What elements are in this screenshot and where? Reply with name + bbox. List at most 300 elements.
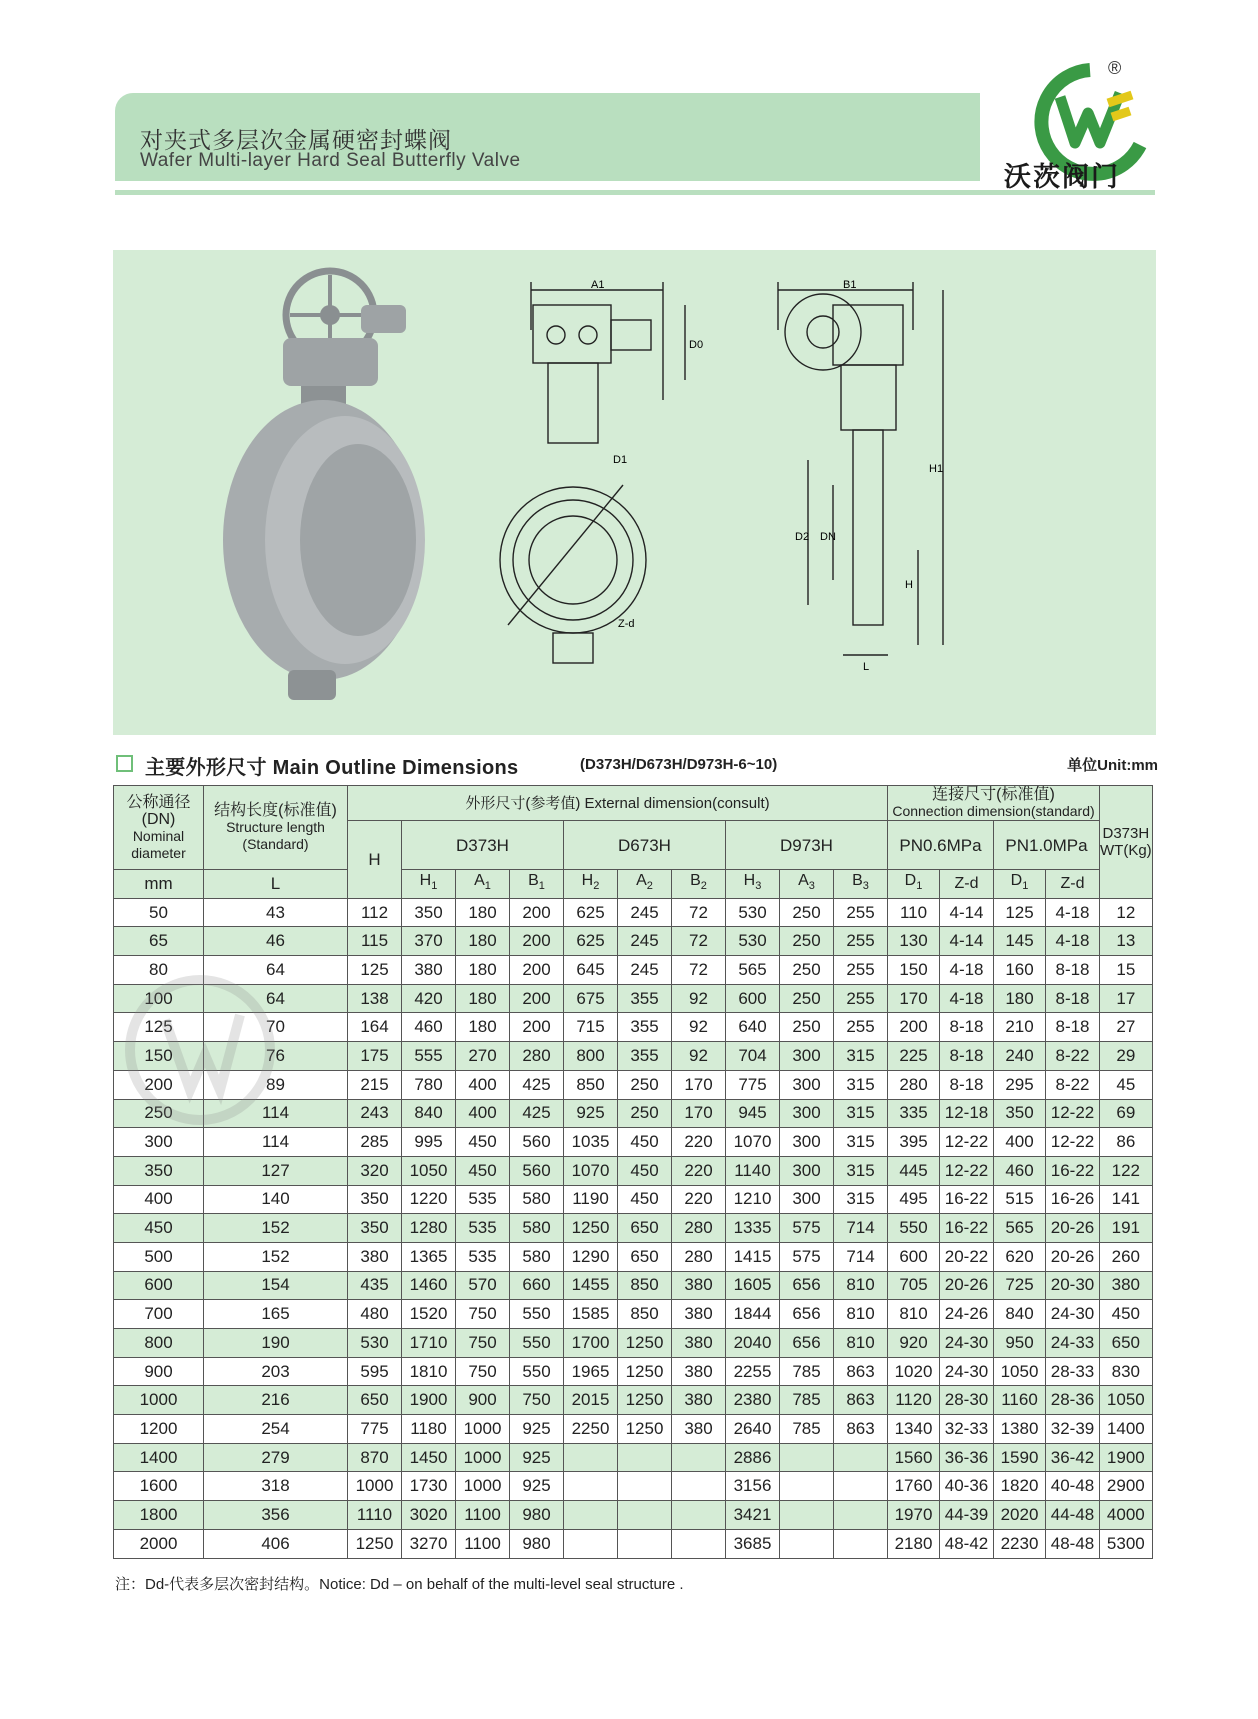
- table-row: [114, 1099, 1153, 1128]
- table-cell: 4-14: [940, 898, 994, 927]
- table-cell: 535: [456, 1214, 510, 1243]
- table-cell: 650: [618, 1242, 672, 1271]
- table-cell: 1335: [726, 1214, 780, 1243]
- table-cell: [672, 1529, 726, 1558]
- table-cell: 110: [888, 898, 940, 927]
- table-cell: 315: [834, 1128, 888, 1157]
- table-cell: 645: [564, 956, 618, 985]
- registered-mark: ®: [1108, 58, 1122, 78]
- header-sub-index: 3: [808, 880, 815, 893]
- table-cell: 1160: [994, 1386, 1046, 1415]
- table-cell: 255: [834, 1013, 888, 1042]
- table-cell: 595: [348, 1357, 402, 1386]
- table-cell: 92: [672, 1042, 726, 1071]
- table-row: [114, 898, 1153, 927]
- table-cell: 12-22: [1046, 1099, 1100, 1128]
- table-cell: 750: [456, 1357, 510, 1386]
- table-cell: 355: [618, 984, 672, 1013]
- table-cell: 255: [834, 984, 888, 1013]
- table-cell: 200: [114, 1070, 204, 1099]
- table-cell: 1455: [564, 1271, 618, 1300]
- table-cell: 170: [672, 1099, 726, 1128]
- table-cell: 2000: [114, 1529, 204, 1558]
- table-cell: 406: [204, 1529, 348, 1558]
- table-cell: 250: [780, 927, 834, 956]
- table-row: [114, 1214, 1153, 1243]
- table-row: [114, 1156, 1153, 1185]
- table-cell: 380: [672, 1271, 726, 1300]
- table-cell: 775: [726, 1070, 780, 1099]
- table-cell: 445: [888, 1156, 940, 1185]
- table-cell: 24-30: [940, 1357, 994, 1386]
- table-cell: 560: [510, 1128, 564, 1157]
- table-row: [114, 1242, 1153, 1271]
- unit-label: 单位Unit:mm: [1067, 757, 1158, 774]
- table-cell: 1140: [726, 1156, 780, 1185]
- table-cell: 995: [402, 1128, 456, 1157]
- header-sub-3: [564, 870, 618, 899]
- table-cell: 200: [510, 984, 564, 1013]
- table-cell: 1730: [402, 1472, 456, 1501]
- header-row-1: [114, 786, 1153, 821]
- table-cell: 3685: [726, 1529, 780, 1558]
- header-sub-index: 2: [593, 880, 600, 893]
- table-cell: 863: [834, 1357, 888, 1386]
- header-sub-9: [888, 870, 940, 899]
- table-cell: 8-22: [1046, 1042, 1100, 1071]
- table-cell: 8-22: [1046, 1070, 1100, 1099]
- table-cell: 255: [834, 927, 888, 956]
- table-cell: 675: [564, 984, 618, 1013]
- table-cell: 925: [510, 1472, 564, 1501]
- header-sub-base: B: [528, 872, 539, 890]
- table-cell: 900: [456, 1386, 510, 1415]
- table-cell: 863: [834, 1415, 888, 1444]
- header-nominal-cn: 公称通径: [126, 793, 191, 811]
- table-cell: 500: [114, 1242, 204, 1271]
- table-cell: 750: [456, 1329, 510, 1358]
- table-cell: 1900: [402, 1386, 456, 1415]
- table-cell: 164: [348, 1013, 402, 1042]
- table-cell: 318: [204, 1472, 348, 1501]
- table-cell: 24-33: [1046, 1329, 1100, 1358]
- table-cell: 32-33: [940, 1415, 994, 1444]
- table-cell: 450: [618, 1156, 672, 1185]
- table-cell: 925: [564, 1099, 618, 1128]
- table-cell: 1290: [564, 1242, 618, 1271]
- header-sub-base: H: [743, 872, 756, 890]
- table-cell: 1120: [888, 1386, 940, 1415]
- table-cell: 3156: [726, 1472, 780, 1501]
- table-cell: 1050: [994, 1357, 1046, 1386]
- header-nominal: [114, 786, 204, 870]
- table-cell: 220: [672, 1185, 726, 1214]
- table-cell: 2250: [564, 1415, 618, 1444]
- table-cell: 555: [402, 1042, 456, 1071]
- table-cell: 700: [114, 1300, 204, 1329]
- table-cell: 800: [564, 1042, 618, 1071]
- table-cell: 530: [726, 927, 780, 956]
- table-cell: 210: [994, 1013, 1046, 1042]
- table-cell: 2255: [726, 1357, 780, 1386]
- table-cell: 370: [402, 927, 456, 956]
- table-cell: 810: [834, 1271, 888, 1300]
- table-row: [114, 1271, 1153, 1300]
- header-length-cn: 结构长度(标准值): [214, 802, 337, 819]
- table-cell: 28-30: [940, 1386, 994, 1415]
- table-row: [114, 1386, 1153, 1415]
- table-cell: 1700: [564, 1329, 618, 1358]
- header-sub-base: A: [474, 872, 485, 890]
- table-cell: 3270: [402, 1529, 456, 1558]
- table-cell: 1415: [726, 1242, 780, 1271]
- footnote: 注：Dd-代表多层次密封结构。Notice: Dd – on behalf of the multi-level seal structure .: [115, 1576, 684, 1593]
- table-cell: 1250: [348, 1529, 402, 1558]
- table-cell: 250: [780, 1013, 834, 1042]
- dimensions-table: [113, 785, 1153, 1559]
- table-cell: 4-18: [1046, 927, 1100, 956]
- table-cell: 435: [348, 1271, 402, 1300]
- table-cell: [618, 1472, 672, 1501]
- table-cell: 625: [564, 927, 618, 956]
- table-cell: 380: [672, 1329, 726, 1358]
- table-cell: 86: [1100, 1128, 1153, 1157]
- table-cell: 425: [510, 1070, 564, 1099]
- table-cell: 850: [618, 1300, 672, 1329]
- table-cell: 550: [510, 1300, 564, 1329]
- table-cell: 8-18: [1046, 1013, 1100, 1042]
- header-weight: [1100, 786, 1153, 899]
- table-cell: 1810: [402, 1357, 456, 1386]
- table-cell: 355: [618, 1042, 672, 1071]
- table-cell: 255: [834, 956, 888, 985]
- table-cell: 70: [204, 1013, 348, 1042]
- table-cell: 1100: [456, 1501, 510, 1530]
- table-cell: 69: [1100, 1099, 1153, 1128]
- table-cell: 92: [672, 984, 726, 1013]
- table-row: [114, 1472, 1153, 1501]
- table-cell: 8-18: [1046, 984, 1100, 1013]
- table-cell: 1000: [348, 1472, 402, 1501]
- table-cell: 810: [888, 1300, 940, 1329]
- page-title-cn: 对夹式多层次金属硬密封蝶阀: [140, 127, 452, 153]
- header-sub-index: 1: [1022, 880, 1029, 893]
- table-cell: 150: [888, 956, 940, 985]
- table-cell: 300: [780, 1156, 834, 1185]
- table-cell: [672, 1443, 726, 1472]
- table-cell: 2040: [726, 1329, 780, 1358]
- table-cell: 315: [834, 1042, 888, 1071]
- table-row: [114, 984, 1153, 1013]
- table-cell: 900: [114, 1357, 204, 1386]
- table-cell: 1050: [402, 1156, 456, 1185]
- table-cell: 1820: [994, 1472, 1046, 1501]
- table-cell: 650: [1100, 1329, 1153, 1358]
- table-cell: 152: [204, 1242, 348, 1271]
- table-cell: 1600: [114, 1472, 204, 1501]
- label-L: L: [863, 661, 870, 673]
- table-cell: 1250: [564, 1214, 618, 1243]
- table-cell: [618, 1501, 672, 1530]
- table-cell: 225: [888, 1042, 940, 1071]
- header-H: H: [348, 821, 402, 899]
- header-sub-base: Z-d: [954, 875, 979, 893]
- table-cell: 450: [618, 1185, 672, 1214]
- table-cell: 28-36: [1046, 1386, 1100, 1415]
- table-cell: 565: [994, 1214, 1046, 1243]
- table-cell: 12: [1100, 898, 1153, 927]
- table-cell: 203: [204, 1357, 348, 1386]
- header-nominal-dn: (DN): [141, 810, 176, 828]
- table-cell: 1760: [888, 1472, 940, 1501]
- table-cell: 279: [204, 1443, 348, 1472]
- table-cell: 350: [114, 1156, 204, 1185]
- table-cell: 320: [348, 1156, 402, 1185]
- table-cell: 141: [1100, 1185, 1153, 1214]
- table-cell: 495: [888, 1185, 940, 1214]
- table-cell: 280: [888, 1070, 940, 1099]
- table-cell: 43: [204, 898, 348, 927]
- valve-illustrations: [113, 250, 1156, 735]
- section-title: 主要外形尺寸 Main Outline Dimensions: [145, 757, 519, 779]
- header-length-std: (Standard): [242, 836, 309, 852]
- table-cell: 1400: [1100, 1415, 1153, 1444]
- table-row: [114, 1300, 1153, 1329]
- header-pn06: PN0.6MPa: [888, 821, 994, 870]
- table-cell: 1590: [994, 1443, 1046, 1472]
- table-row: [114, 956, 1153, 985]
- table-cell: 920: [888, 1329, 940, 1358]
- table-row: [114, 1501, 1153, 1530]
- table-cell: 300: [780, 1128, 834, 1157]
- table-cell: 24-30: [940, 1329, 994, 1358]
- table-cell: 4-18: [1046, 898, 1100, 927]
- table-cell: 170: [672, 1070, 726, 1099]
- table-cell: 810: [834, 1300, 888, 1329]
- table-cell: 400: [456, 1070, 510, 1099]
- table-cell: 750: [510, 1386, 564, 1415]
- table-cell: 945: [726, 1099, 780, 1128]
- table-cell: 1380: [994, 1415, 1046, 1444]
- table-cell: 254: [204, 1415, 348, 1444]
- table-cell: 780: [402, 1070, 456, 1099]
- header-connection-en: Connection dimension(standard): [892, 803, 1095, 819]
- table-cell: 1400: [114, 1443, 204, 1472]
- table-cell: 714: [834, 1214, 888, 1243]
- table-cell: 27: [1100, 1013, 1153, 1042]
- table-cell: 44-39: [940, 1501, 994, 1530]
- table-cell: 565: [726, 956, 780, 985]
- table-cell: 76: [204, 1042, 348, 1071]
- table-cell: 2640: [726, 1415, 780, 1444]
- table-cell: 380: [672, 1415, 726, 1444]
- table-cell: 100: [114, 984, 204, 1013]
- table-cell: 515: [994, 1185, 1046, 1214]
- page-title-en: Wafer Multi-layer Hard Seal Butterfly Valve: [140, 150, 521, 171]
- table-cell: [618, 1529, 672, 1558]
- table-cell: 220: [672, 1156, 726, 1185]
- table-cell: 1250: [618, 1357, 672, 1386]
- table-cell: 315: [834, 1185, 888, 1214]
- table-cell: 280: [672, 1214, 726, 1243]
- table-cell: [564, 1443, 618, 1472]
- table-cell: 1070: [726, 1128, 780, 1157]
- header-sub-2: [510, 870, 564, 899]
- table-cell: 200: [888, 1013, 940, 1042]
- header-sub-0: [402, 870, 456, 899]
- header-weight-unit: WT(Kg): [1100, 841, 1152, 859]
- header-sub-8: [834, 870, 888, 899]
- table-cell: 2015: [564, 1386, 618, 1415]
- table-cell: 200: [510, 1013, 564, 1042]
- header-L: L: [204, 870, 348, 899]
- table-cell: 89: [204, 1070, 348, 1099]
- table-cell: 245: [618, 927, 672, 956]
- table-cell: 165: [204, 1300, 348, 1329]
- table-cell: 190: [204, 1329, 348, 1358]
- label-D2: D2: [795, 531, 810, 543]
- table-cell: 1280: [402, 1214, 456, 1243]
- header-weight-model: D373H: [1102, 824, 1150, 842]
- label-D1: D1: [613, 454, 628, 466]
- table-cell: 44-48: [1046, 1501, 1100, 1530]
- table-cell: [834, 1443, 888, 1472]
- table-row: [114, 1042, 1153, 1071]
- table-cell: 152: [204, 1214, 348, 1243]
- table-cell: 1340: [888, 1415, 940, 1444]
- table-cell: 1110: [348, 1501, 402, 1530]
- header-row-3: [114, 870, 1153, 899]
- table-cell: 575: [780, 1214, 834, 1243]
- table-cell: 1250: [618, 1415, 672, 1444]
- label-H: H: [905, 579, 913, 591]
- table-cell: 1220: [402, 1185, 456, 1214]
- table-cell: 4000: [1100, 1501, 1153, 1530]
- table-cell: 127: [204, 1156, 348, 1185]
- table-row: [114, 1357, 1153, 1386]
- table-cell: 380: [348, 1242, 402, 1271]
- table-cell: 660: [510, 1271, 564, 1300]
- table-cell: 335: [888, 1099, 940, 1128]
- header-sub-base: Z-d: [1060, 875, 1085, 893]
- table-cell: 2020: [994, 1501, 1046, 1530]
- table-cell: 350: [402, 898, 456, 927]
- table-cell: 3421: [726, 1501, 780, 1530]
- table-cell: 64: [204, 984, 348, 1013]
- header-sub-4: [618, 870, 672, 899]
- header-model-d373h: D373H: [402, 821, 564, 870]
- table-cell: 32-39: [1046, 1415, 1100, 1444]
- table-cell: 16-22: [940, 1214, 994, 1243]
- header-divider: [115, 190, 1155, 195]
- table-cell: 280: [510, 1042, 564, 1071]
- label-DN: DN: [820, 531, 836, 543]
- table-cell: 1900: [1100, 1443, 1153, 1472]
- table-cell: 270: [456, 1042, 510, 1071]
- table-cell: 420: [402, 984, 456, 1013]
- table-cell: 20-26: [1046, 1214, 1100, 1243]
- header-sub-12: [1046, 870, 1100, 899]
- table-cell: 356: [204, 1501, 348, 1530]
- header-sub-index: 1: [916, 880, 923, 893]
- table-cell: 180: [456, 984, 510, 1013]
- table-cell: 800: [114, 1329, 204, 1358]
- table-cell: 650: [348, 1386, 402, 1415]
- table-cell: 180: [456, 927, 510, 956]
- header-sub-index: 1: [431, 880, 438, 893]
- header-sub-11: [994, 870, 1046, 899]
- table-cell: 36-42: [1046, 1443, 1100, 1472]
- header-sub-base: A: [798, 872, 809, 890]
- table-cell: 550: [510, 1329, 564, 1358]
- table-cell: 285: [348, 1128, 402, 1157]
- table-cell: 215: [348, 1070, 402, 1099]
- table-cell: 350: [348, 1185, 402, 1214]
- table-cell: 950: [994, 1329, 1046, 1358]
- header-sub-base: A: [636, 872, 647, 890]
- table-cell: 64: [204, 956, 348, 985]
- table-cell: 600: [726, 984, 780, 1013]
- section-marker-icon: [116, 755, 133, 772]
- table-cell: 450: [1100, 1300, 1153, 1329]
- table-cell: 300: [780, 1099, 834, 1128]
- table-cell: [834, 1529, 888, 1558]
- table-cell: 28-33: [1046, 1357, 1100, 1386]
- label-D0: D0: [689, 339, 704, 351]
- table-cell: 2230: [994, 1529, 1046, 1558]
- header-sub-7: [780, 870, 834, 899]
- table-cell: 1710: [402, 1329, 456, 1358]
- table-cell: 125: [994, 898, 1046, 927]
- table-cell: 750: [456, 1300, 510, 1329]
- table-cell: 656: [780, 1329, 834, 1358]
- header-sub-base: H: [581, 872, 594, 890]
- table-cell: 154: [204, 1271, 348, 1300]
- table-cell: 550: [510, 1357, 564, 1386]
- table-cell: 175: [348, 1042, 402, 1071]
- table-cell: 355: [618, 1013, 672, 1042]
- table-cell: 2380: [726, 1386, 780, 1415]
- table-cell: 16-22: [1046, 1156, 1100, 1185]
- table-cell: 1450: [402, 1443, 456, 1472]
- table-cell: 5300: [1100, 1529, 1153, 1558]
- header-sub-index: 2: [646, 880, 653, 893]
- table-cell: 1180: [402, 1415, 456, 1444]
- label-A1: A1: [591, 279, 605, 291]
- table-cell: 180: [456, 956, 510, 985]
- table-cell: 295: [994, 1070, 1046, 1099]
- header-length: [204, 786, 348, 870]
- section-subtitle: (D373H/D673H/D973H-6~10): [580, 756, 778, 773]
- table-cell: 4-14: [940, 927, 994, 956]
- table-cell: 1000: [456, 1472, 510, 1501]
- table-cell: 830: [1100, 1357, 1153, 1386]
- table-cell: 530: [726, 898, 780, 927]
- table-cell: 550: [888, 1214, 940, 1243]
- table-cell: 460: [994, 1156, 1046, 1185]
- table-cell: 980: [510, 1501, 564, 1530]
- table-cell: 425: [510, 1099, 564, 1128]
- table-cell: 1365: [402, 1242, 456, 1271]
- table-cell: 1035: [564, 1128, 618, 1157]
- header-sub-base: D: [1010, 872, 1023, 890]
- table-cell: 130: [888, 927, 940, 956]
- table-cell: 925: [510, 1415, 564, 1444]
- table-cell: 150: [114, 1042, 204, 1071]
- table-cell: 870: [348, 1443, 402, 1472]
- header-sub-5: [672, 870, 726, 899]
- table-cell: 980: [510, 1529, 564, 1558]
